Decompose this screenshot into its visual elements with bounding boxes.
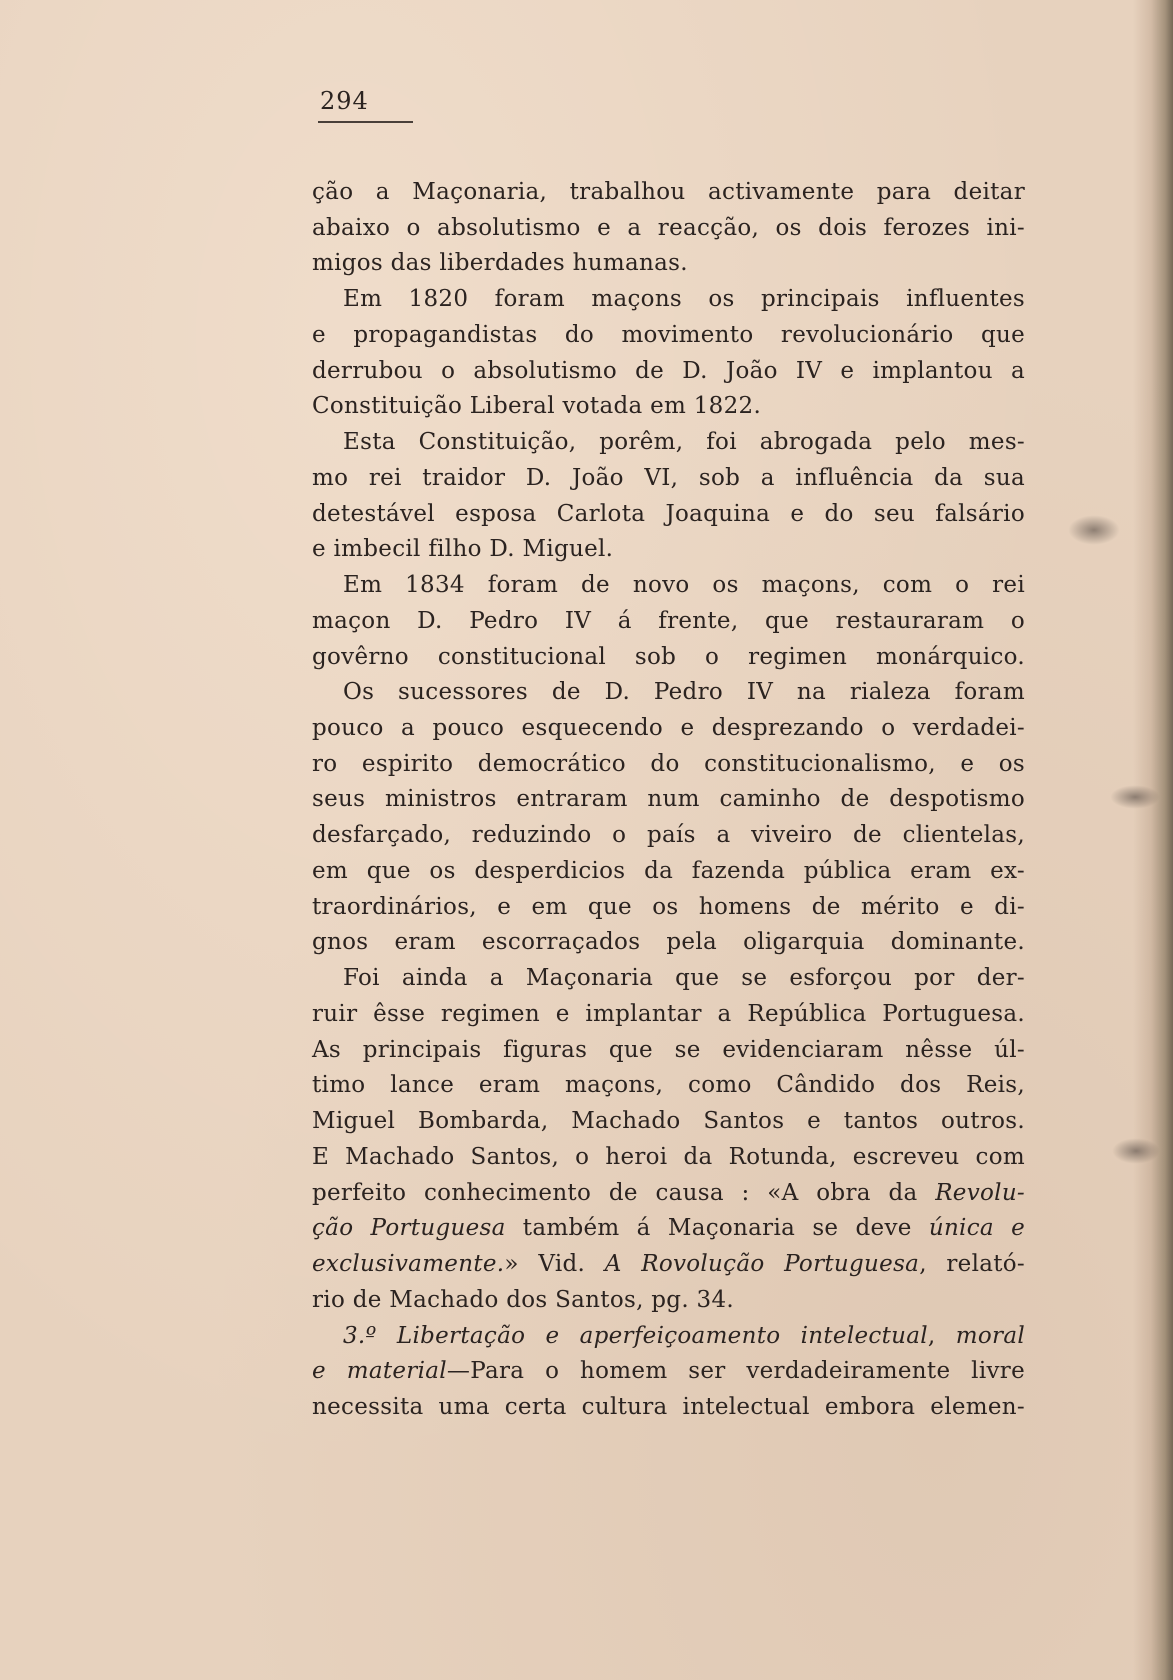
line-text: , relató- [919, 1251, 1026, 1278]
line-text: desfarçado, reduzindo o país a viveiro de clientelas, [312, 822, 1025, 849]
text-line [312, 640, 1025, 676]
italic-text: exclusivamente. [312, 1251, 505, 1278]
text-line [312, 1140, 1025, 1176]
line-text: Os sucessores de D. Pedro IV na rialeza foram [343, 679, 1025, 706]
line-text: Miguel Bombarda, Machado Santos e tantos outros. [312, 1108, 1025, 1135]
line-text: ruir êsse regimen e implantar a República Portuguesa. [312, 1000, 1025, 1027]
line-text: , [927, 1322, 956, 1349]
text-line [312, 354, 1025, 390]
text-line [312, 246, 1025, 282]
line-text: gnos eram escorraçados pela oligarquia dominante. [312, 929, 1025, 956]
line-text: govêrno constitucional sob o regimen monárquico. [312, 643, 1025, 670]
text-line [312, 497, 1025, 533]
line-text: E Machado Santos, o heroi da Rotunda, escreveu com [312, 1143, 1025, 1170]
text-line [312, 1247, 1025, 1283]
text-line [312, 1068, 1025, 1104]
text-line [312, 1176, 1025, 1212]
text-line [312, 890, 1025, 926]
italic-text: A Rovolução Portuguesa [604, 1251, 920, 1278]
text-line [312, 925, 1025, 961]
text-line [312, 211, 1025, 247]
text-line [312, 1354, 1025, 1390]
italic-text: moral [955, 1322, 1025, 1349]
line-text: timo lance eram maçons, como Cândido dos Reis, [312, 1072, 1025, 1099]
text-line [312, 818, 1025, 854]
line-text: As principais figuras que se evidenciaram nêsse úl- [312, 1036, 1025, 1063]
text-line [312, 1033, 1025, 1069]
line-text: Em 1834 foram de novo os maçons, com o rei [343, 572, 1025, 599]
line-text: detestável esposa Carlota Joaquina e do seu falsário [312, 500, 1025, 527]
line-text: ro espirito democrático do constitucionalismo, e os [312, 750, 1025, 777]
line-text: Foi ainda a Maçonaria que se esforçou por der- [343, 965, 1025, 992]
bleed-through-mark [1068, 515, 1120, 545]
italic-text: Revolu- [935, 1179, 1025, 1206]
text-line [312, 461, 1025, 497]
line-text: ção a Maçonaria, trabalhou activamente para deitar [312, 179, 1025, 205]
italic-text: e material [312, 1358, 447, 1385]
text-line [312, 282, 1025, 318]
italic-text: 3.º Libertação e aperfeiçoamento intelectual [343, 1322, 928, 1349]
page-number-rule [318, 121, 413, 123]
text-line [312, 997, 1025, 1033]
line-text: Em 1820 foram maçons os principais influentes [343, 286, 1025, 313]
line-text: Constituição Liberal votada em 1822. [312, 393, 762, 420]
text-line [312, 318, 1025, 354]
text-line [312, 175, 1025, 211]
line-text: em que os desperdicios da fazenda pública eram ex- [312, 857, 1025, 884]
text-line [312, 1319, 1025, 1355]
text-line [312, 1283, 1025, 1319]
text-line [312, 389, 1025, 425]
body-text [312, 175, 1025, 1426]
page-edge-shadow [1133, 0, 1173, 1680]
line-text: e propagandistas do movimento revolucionário que [312, 321, 1025, 348]
text-line [312, 961, 1025, 997]
text-line [312, 711, 1025, 747]
line-text: necessita uma certa cultura intelectual embora elemen- [312, 1393, 1025, 1420]
text-line [312, 425, 1025, 461]
text-line [312, 604, 1025, 640]
text-line [312, 1211, 1025, 1247]
text-line [312, 568, 1025, 604]
line-text: seus ministros entraram num caminho de despotismo [312, 786, 1025, 813]
line-text: migos das liberdades humanas. [312, 250, 688, 277]
text-line [312, 532, 1025, 568]
line-text: mo rei traidor D. João VI, sob a influência da sua [312, 464, 1025, 491]
bleed-through-mark [1112, 1138, 1160, 1164]
line-text: Esta Constituição, porêm, foi abrogada pelo mes- [343, 429, 1025, 456]
text-line [312, 1390, 1025, 1426]
line-text: » Vid. [504, 1251, 605, 1278]
bleed-through-mark [1110, 785, 1160, 809]
line-text: traordinários, e em que os homens de mérito e di- [312, 893, 1025, 920]
line-text: maçon D. Pedro IV á frente, que restauraram o [312, 607, 1025, 634]
text-line [312, 1104, 1025, 1140]
line-text: e imbecil filho D. Miguel. [312, 536, 614, 563]
line-text: abaixo o absolutismo e a reacção, os dois ferozes ini- [312, 214, 1025, 241]
italic-text: ção Portuguesa [312, 1215, 506, 1242]
text-line [312, 675, 1025, 711]
text-line [312, 747, 1025, 783]
line-text: pouco a pouco esquecendo e desprezando o verdadei- [312, 715, 1025, 742]
text-line [312, 854, 1025, 890]
text-line [312, 782, 1025, 818]
line-text: perfeito conhecimento de causa : «A obra da [312, 1179, 936, 1206]
line-text: rio de Machado dos Santos, pg. 34. [312, 1286, 735, 1313]
line-text: derrubou o absolutismo de D. João IV e implantou a [312, 357, 1025, 384]
line-text: —Para o homem ser verdadeiramente livre [446, 1358, 1025, 1385]
page-number: 294 [320, 87, 369, 115]
italic-text: única e [928, 1215, 1025, 1242]
line-text: também á Maçonaria se deve [505, 1215, 929, 1242]
